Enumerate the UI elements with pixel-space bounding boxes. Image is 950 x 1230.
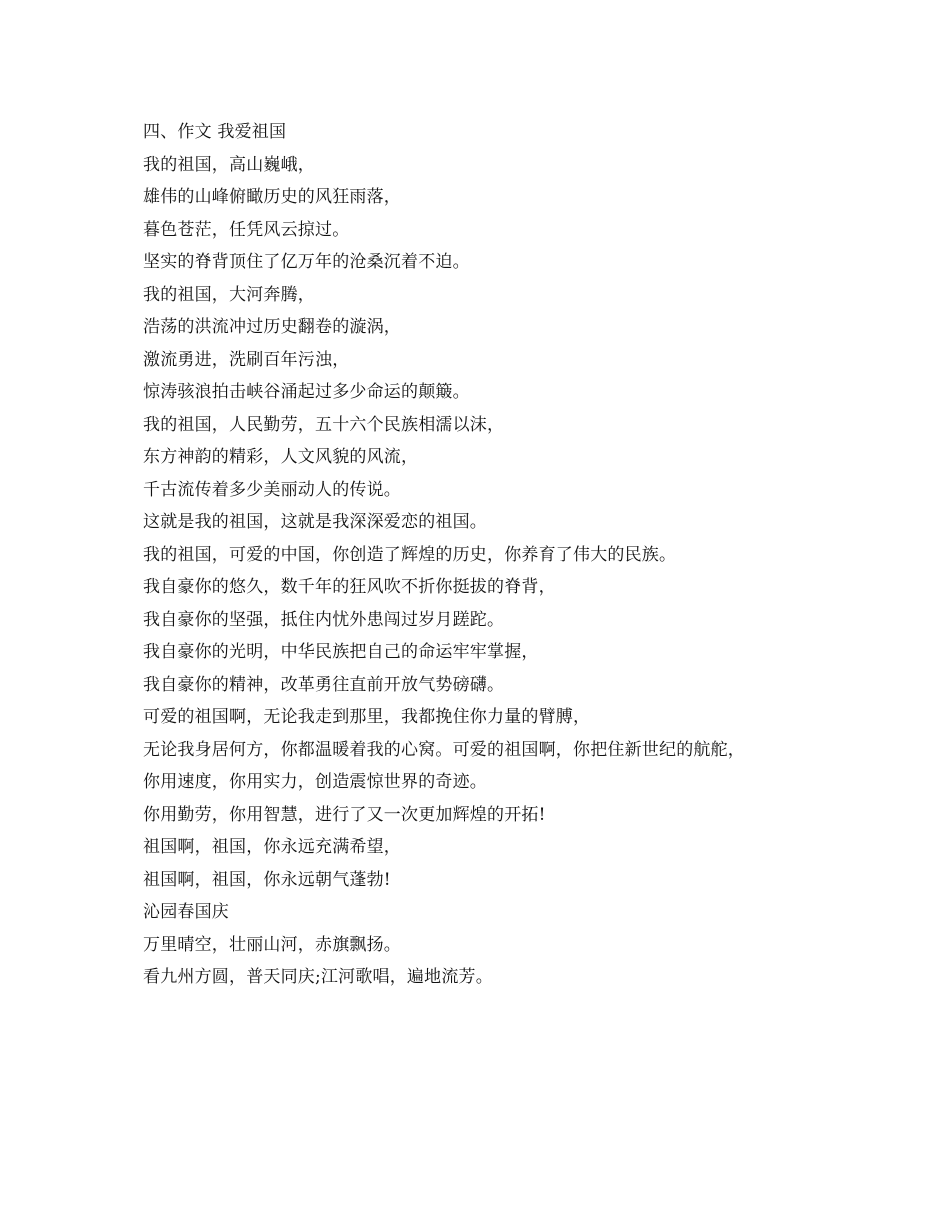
document-body: [143, 116, 823, 994]
text-line: 你用勤劳，你用智慧，进行了又一次更加辉煌的开拓!: [143, 804, 546, 825]
text-line: 我的祖国，大河奔腾，: [143, 284, 315, 305]
text-line: 激流勇进，洗刷百年污浊，: [143, 349, 350, 370]
text-line: 看九州方圆，普天同庆;江河歌唱，遍地流芳。: [143, 967, 493, 987]
text-line: 我的祖国，高山巍峨，: [143, 154, 315, 175]
text-line: 东方神韵的精彩，人文风貌的风流，: [143, 447, 419, 467]
text-line: 无论我身居何方，你都温暖着我的心窝。可爱的祖国啊，你把住新世纪的航舵，: [143, 739, 745, 760]
text-line: 万里晴空，壮丽山河，赤旗飘扬。: [143, 934, 401, 955]
text-line: 我自豪你的光明，中华民族把自己的命运牢牢掌握，: [143, 642, 539, 662]
text-line: 你用速度，你用实力，创造震惊世界的奇迹。: [143, 772, 487, 792]
text-line: 可爱的祖国啊，无论我走到那里，我都挽住你力量的臂膊，: [143, 707, 591, 727]
text-line: 浩荡的洪流冲过历史翻卷的漩涡，: [143, 317, 401, 337]
text-line: 暮色苍茫，任凭风云掠过。: [143, 219, 350, 240]
text-line: 我自豪你的悠久，数千年的狂风吹不折你挺拔的脊背，: [143, 577, 556, 597]
text-line: 千古流传着多少美丽动人的传说。: [143, 479, 401, 500]
poem-title: 沁园春国庆: [143, 902, 229, 922]
text-line: 惊涛骇浪拍击峡谷涌起过多少命运的颠簸。: [143, 382, 470, 402]
text-line: 坚实的脊背顶住了亿万年的沧桑沉着不迫。: [143, 252, 470, 272]
text-line: 我自豪你的坚强，抵住内忧外患闯过岁月蹉跎。: [143, 609, 505, 630]
text-line: 祖国啊，祖国，你永远朝气蓬勃!: [143, 869, 391, 890]
essay-heading: 四、作文 我爱祖国: [143, 122, 287, 142]
text-line: 我自豪你的精神，改革勇往直前开放气势磅礴。: [143, 674, 505, 695]
text-line: 我的祖国，可爱的中国，你创造了辉煌的历史，你养育了伟大的民族。: [143, 544, 677, 565]
text-line: 祖国啊，祖国，你永远充满希望，: [143, 837, 401, 857]
text-line: 雄伟的山峰俯瞰历史的风狂雨落，: [143, 187, 401, 207]
text-line: 我的祖国，人民勤劳，五十六个民族相濡以沫，: [143, 414, 505, 435]
text-line: 这就是我的祖国，这就是我深深爱恋的祖国。: [143, 512, 487, 532]
